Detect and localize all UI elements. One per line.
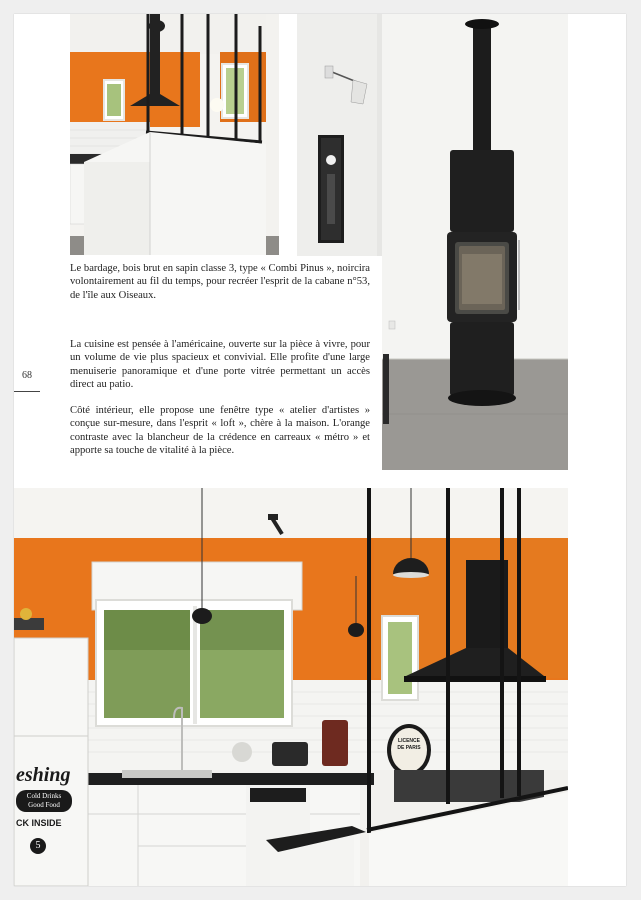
fridge-sign-line-3: Good Food: [28, 801, 60, 809]
licence-badge-line-1: LICENCE: [398, 738, 420, 744]
paragraph-1: Le bardage, bois brut en sapin classe 3, type « Combi Pinus », noircira volontairement au fil du temps, pour recréer l'esprit de la cabane n°53, de l'île aux Oiseaux.: [70, 263, 370, 301]
licence-badge-line-2: DE PARIS: [397, 745, 421, 751]
fridge-sign-badge: [16, 790, 72, 812]
kitchen-illustration: [14, 488, 568, 886]
kitchen-island-photo: [70, 14, 279, 255]
fridge-sign-line-5: 5: [30, 838, 46, 854]
page-number: 68: [22, 370, 32, 381]
kitchen-island-illustration: [70, 14, 279, 255]
paragraph-2: La cuisine est pensée à l'américaine, ouverte sur la pièce à vivre, pour un volume de vie plus spacieux et convivial. Elle profite d'une large menuiserie panoramique et d'une porte vitrée permettant un accès direct au patio.: [70, 339, 370, 391]
fridge-sign-line-2: Cold Drinks: [26, 792, 62, 800]
fridge-sign-line-1: eshing: [16, 764, 71, 786]
page-number-rule: [14, 391, 40, 392]
paragraph-3: Côté intérieur, elle propose une fenêtre type « atelier d'artistes » conçue sur-mesure, dans l'esprit « loft », chère à la maison. L'orange contraste avec la blancheur de la crédence en carreaux « métro » et apporte sa touche de vitalité à la pièce.: [70, 405, 370, 457]
licence-badge: [391, 738, 427, 752]
fridge-sign-line-4: CK INSIDE: [16, 818, 62, 828]
fridge-sign: [16, 764, 86, 884]
kitchen-photo: [14, 488, 568, 886]
